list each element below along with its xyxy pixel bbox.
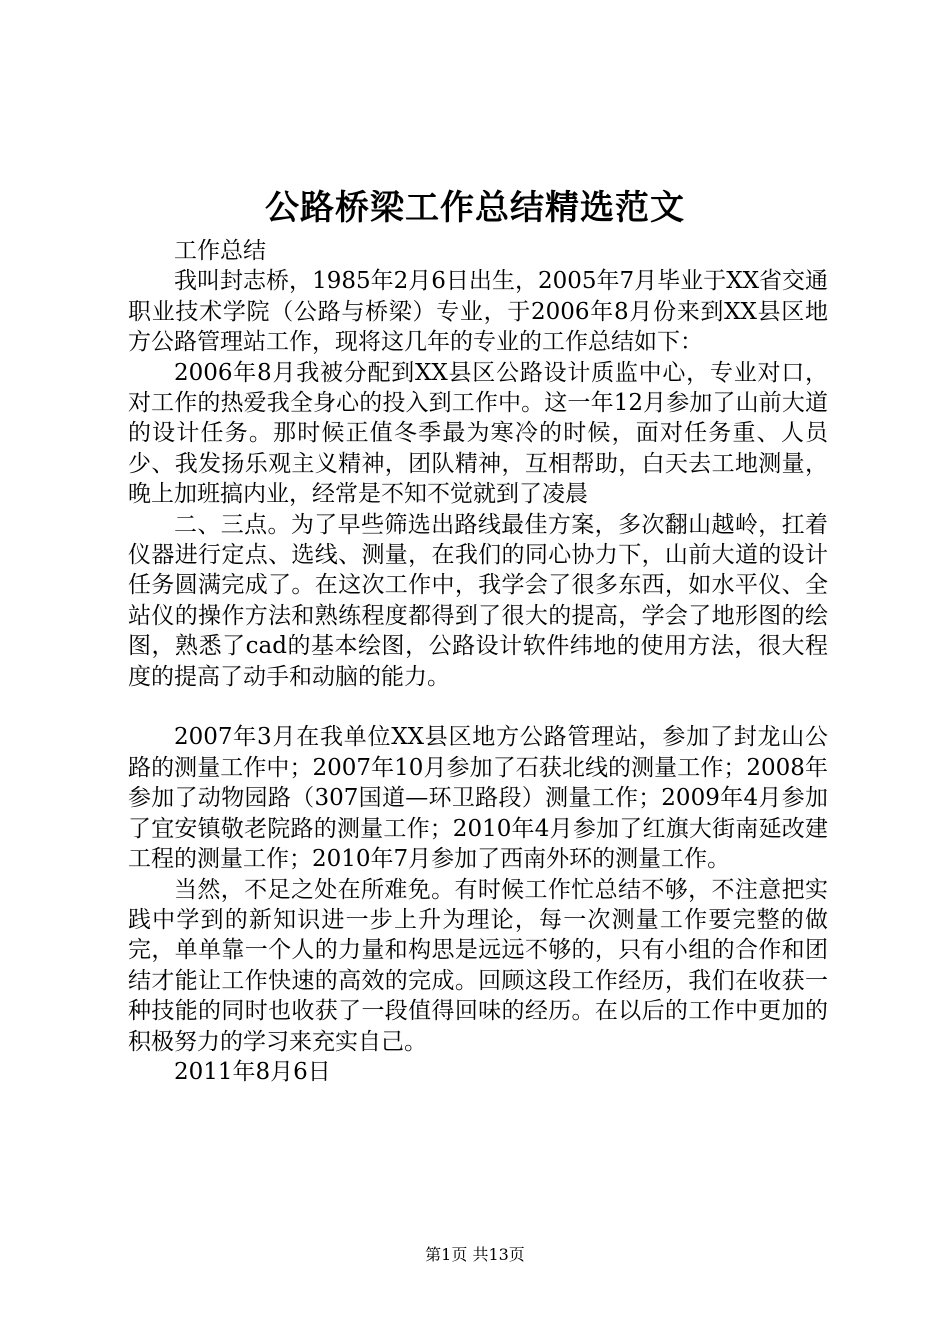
paragraph-2007-2010: 2007年3月在我单位XX县区地方公路管理站，参加了封龙山公路的测量工作中；2007年10月参加了石获北线的测量工作；2008年参加了动物园路（307国道—环卫路段）测量工作；2009年4月参加了宜安镇敬老院路的测量工作；2010年4月参加了红旗大街南延改建工程的测量工作；2010年7月参加了西南外环的测量工作。 [128, 724, 828, 873]
page-number-footer: 第1页 共13页 [425, 1245, 525, 1264]
blank-line [128, 692, 828, 722]
paragraph-reflection: 当然，不足之处在所难免。有时候工作忙总结不够，不注意把实践中学到的新知识进一步上升为理论，每一次测量工作要完整的做完，单单靠一个人的力量和构思是远远不够的，只有小组的合作和团结才能让工作快速的高效的完成。回顾这段工作经历，我们在收获一种技能的同时也收获了一段值得回味的经历。在以后的工作中更加的积极努力的学习来充实自己。 [128, 876, 828, 1055]
document-body [128, 236, 828, 1087]
paragraph-continuation: 二、三点。为了早些筛选出路线最佳方案，多次翻山越岭，扛着仪器进行定点、选线、测量，在我们的同心协力下，山前大道的设计任务圆满完成了。在这次工作中，我学会了很多东西，如水平仪、全站仪的操作方法和熟练程度都得到了很大的提高，学会了地形图的绘图，熟悉了cad的基本绘图，公路设计软件纬地的使用方法，很大程度的提高了动手和动脑的能力。 [128, 511, 828, 690]
document-title: 公路桥梁工作总结精选范文 [265, 188, 685, 228]
paragraph-intro: 我叫封志桥，1985年2月6日出生，2005年7月毕业于XX省交通职业技术学院（公路与桥梁）专业，于2006年8月份来到XX县区地方公路管理站工作，现将这几年的专业的工作总结如下： [128, 268, 828, 356]
section-heading: 工作总结 [174, 238, 266, 264]
document-date: 2011年8月6日 [174, 1058, 331, 1085]
paragraph-2006: 2006年8月我被分配到XX县区公路设计质监中心，专业对口，对工作的热爱我全身心的投入到工作中。这一年12月参加了山前大道的设计任务。那时候正值冬季最为寒冷的时候，面对任务重、人员少、我发扬乐观主义精神，团队精神，互相帮助，白天去工地测量，晚上加班搞内业，经常是不知不觉就到了凌晨 [128, 359, 828, 508]
